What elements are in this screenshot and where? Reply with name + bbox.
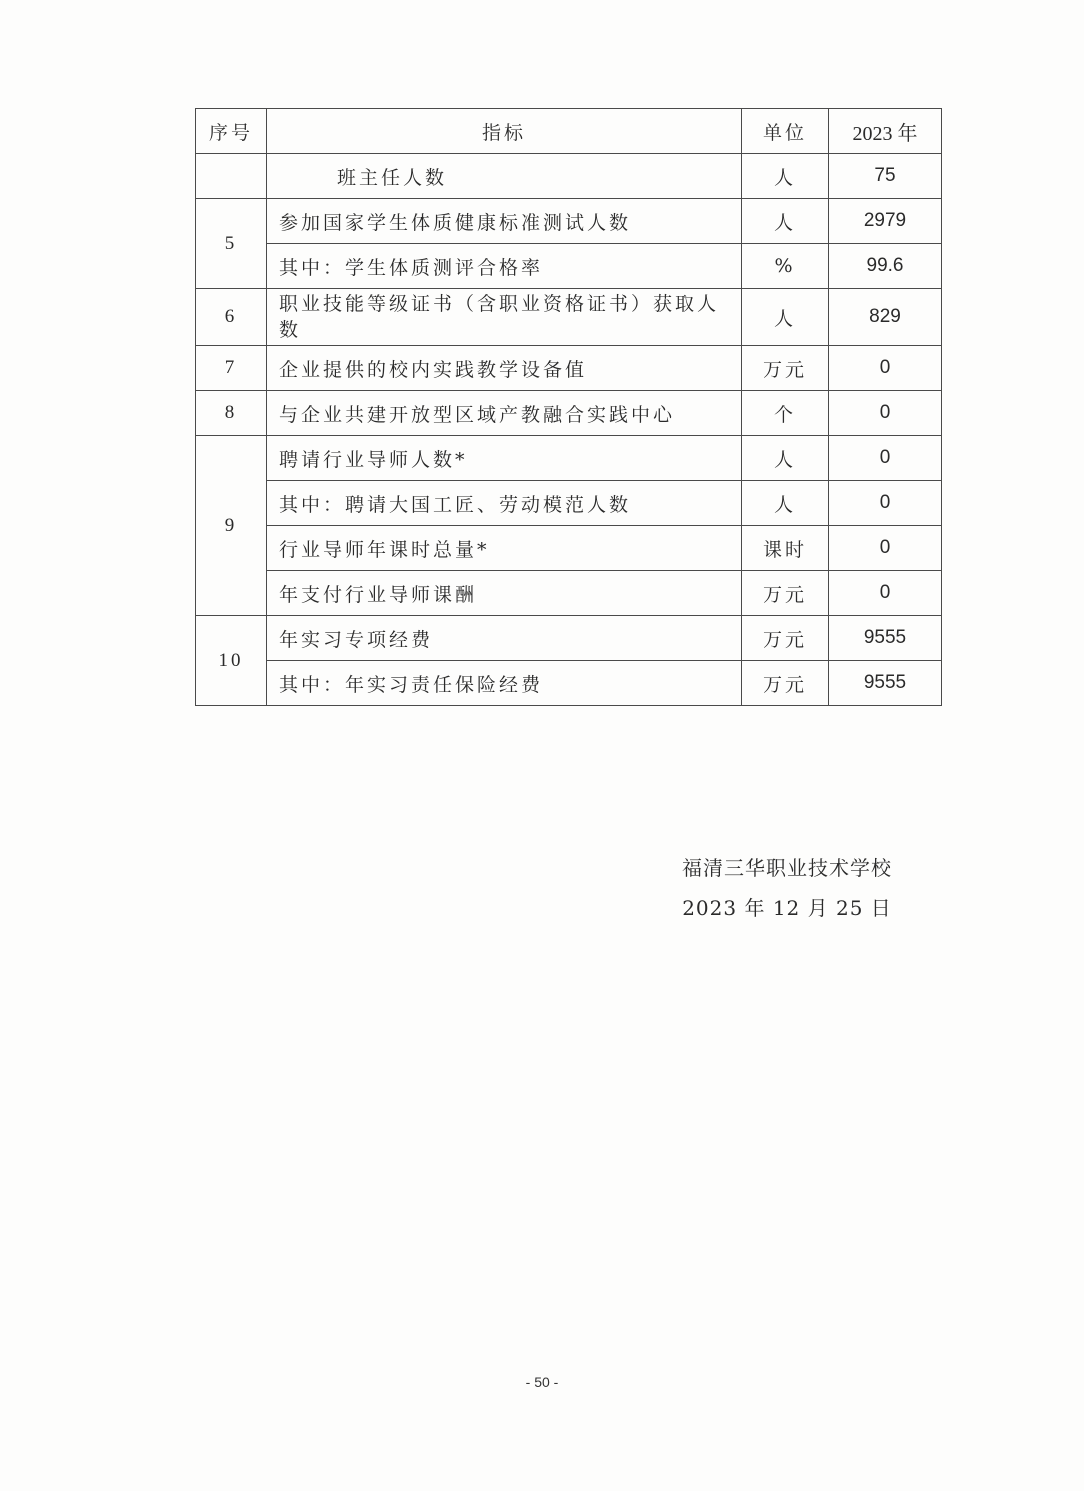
- value-cell: 0: [829, 436, 942, 481]
- seq-cell: 7: [196, 346, 267, 391]
- table-header-row: [196, 109, 942, 154]
- indicator-cell: 与企业共建开放型区域产教融合实践中心: [267, 391, 742, 436]
- value-cell: 9555: [829, 616, 942, 661]
- value-cell: 0: [829, 481, 942, 526]
- unit-cell: 人: [742, 481, 829, 526]
- table-row: [196, 481, 942, 526]
- table-row: [196, 571, 942, 616]
- table-row: [196, 346, 942, 391]
- indicator-cell: 班主任人数: [267, 154, 742, 199]
- unit-cell: 人: [742, 199, 829, 244]
- unit-cell: 人: [742, 154, 829, 199]
- indicator-cell: 年实习专项经费: [267, 616, 742, 661]
- value-cell: 9555: [829, 661, 942, 706]
- school-name: 福清三华职业技术学校: [682, 856, 892, 880]
- indicator-cell: 其中：聘请大国工匠、劳动模范人数: [267, 481, 742, 526]
- seq-cell: 10: [196, 616, 267, 706]
- unit-cell: 人: [742, 289, 829, 346]
- indicator-cell: 企业提供的校内实践教学设备值: [267, 346, 742, 391]
- seq-cell: 9: [196, 436, 267, 616]
- signature-date: 2023 年 12 月 25 日: [682, 896, 892, 920]
- indicator-cell: 年支付行业导师课酬: [267, 571, 742, 616]
- seq-cell: 5: [196, 199, 267, 289]
- signature-block: [672, 848, 902, 928]
- page-number: - 50 -: [525, 1374, 559, 1390]
- indicator-cell: 其中：学生体质测评合格率: [267, 244, 742, 289]
- table-row: [196, 289, 942, 346]
- unit-cell: 个: [742, 391, 829, 436]
- indicator-cell: 行业导师年课时总量*: [267, 526, 742, 571]
- table-row: [196, 391, 942, 436]
- unit-cell: 万元: [742, 571, 829, 616]
- unit-cell: 万元: [742, 616, 829, 661]
- seq-cell: [196, 154, 267, 199]
- unit-cell: 万元: [742, 661, 829, 706]
- value-cell: 0: [829, 571, 942, 616]
- table-row: [196, 154, 942, 199]
- indicator-cell: 参加国家学生体质健康标准测试人数: [267, 199, 742, 244]
- seq-cell: 6: [196, 289, 267, 346]
- value-cell: 0: [829, 346, 942, 391]
- unit-cell: 人: [742, 436, 829, 481]
- unit-cell: 万元: [742, 346, 829, 391]
- unit-cell: %: [742, 244, 829, 289]
- table-row: [196, 661, 942, 706]
- table-row: [196, 199, 942, 244]
- header-indicator: 指标: [267, 109, 742, 154]
- unit-cell: 课时: [742, 526, 829, 571]
- header-year: 2023 年: [829, 109, 942, 154]
- value-cell: 0: [829, 526, 942, 571]
- header-unit: 单位: [742, 109, 829, 154]
- indicator-table: [195, 108, 942, 706]
- table-row: [196, 436, 942, 481]
- value-cell: 75: [829, 154, 942, 199]
- value-cell: 829: [829, 289, 942, 346]
- seq-cell: 8: [196, 391, 267, 436]
- table-row: [196, 616, 942, 661]
- value-cell: 2979: [829, 199, 942, 244]
- indicator-cell: 聘请行业导师人数*: [267, 436, 742, 481]
- table-row: [196, 244, 942, 289]
- header-seq: 序号: [196, 109, 267, 154]
- table-row: [196, 526, 942, 571]
- indicator-cell: 职业技能等级证书（含职业资格证书）获取人数: [267, 289, 742, 346]
- indicator-cell: 其中：年实习责任保险经费: [267, 661, 742, 706]
- value-cell: 99.6: [829, 244, 942, 289]
- value-cell: 0: [829, 391, 942, 436]
